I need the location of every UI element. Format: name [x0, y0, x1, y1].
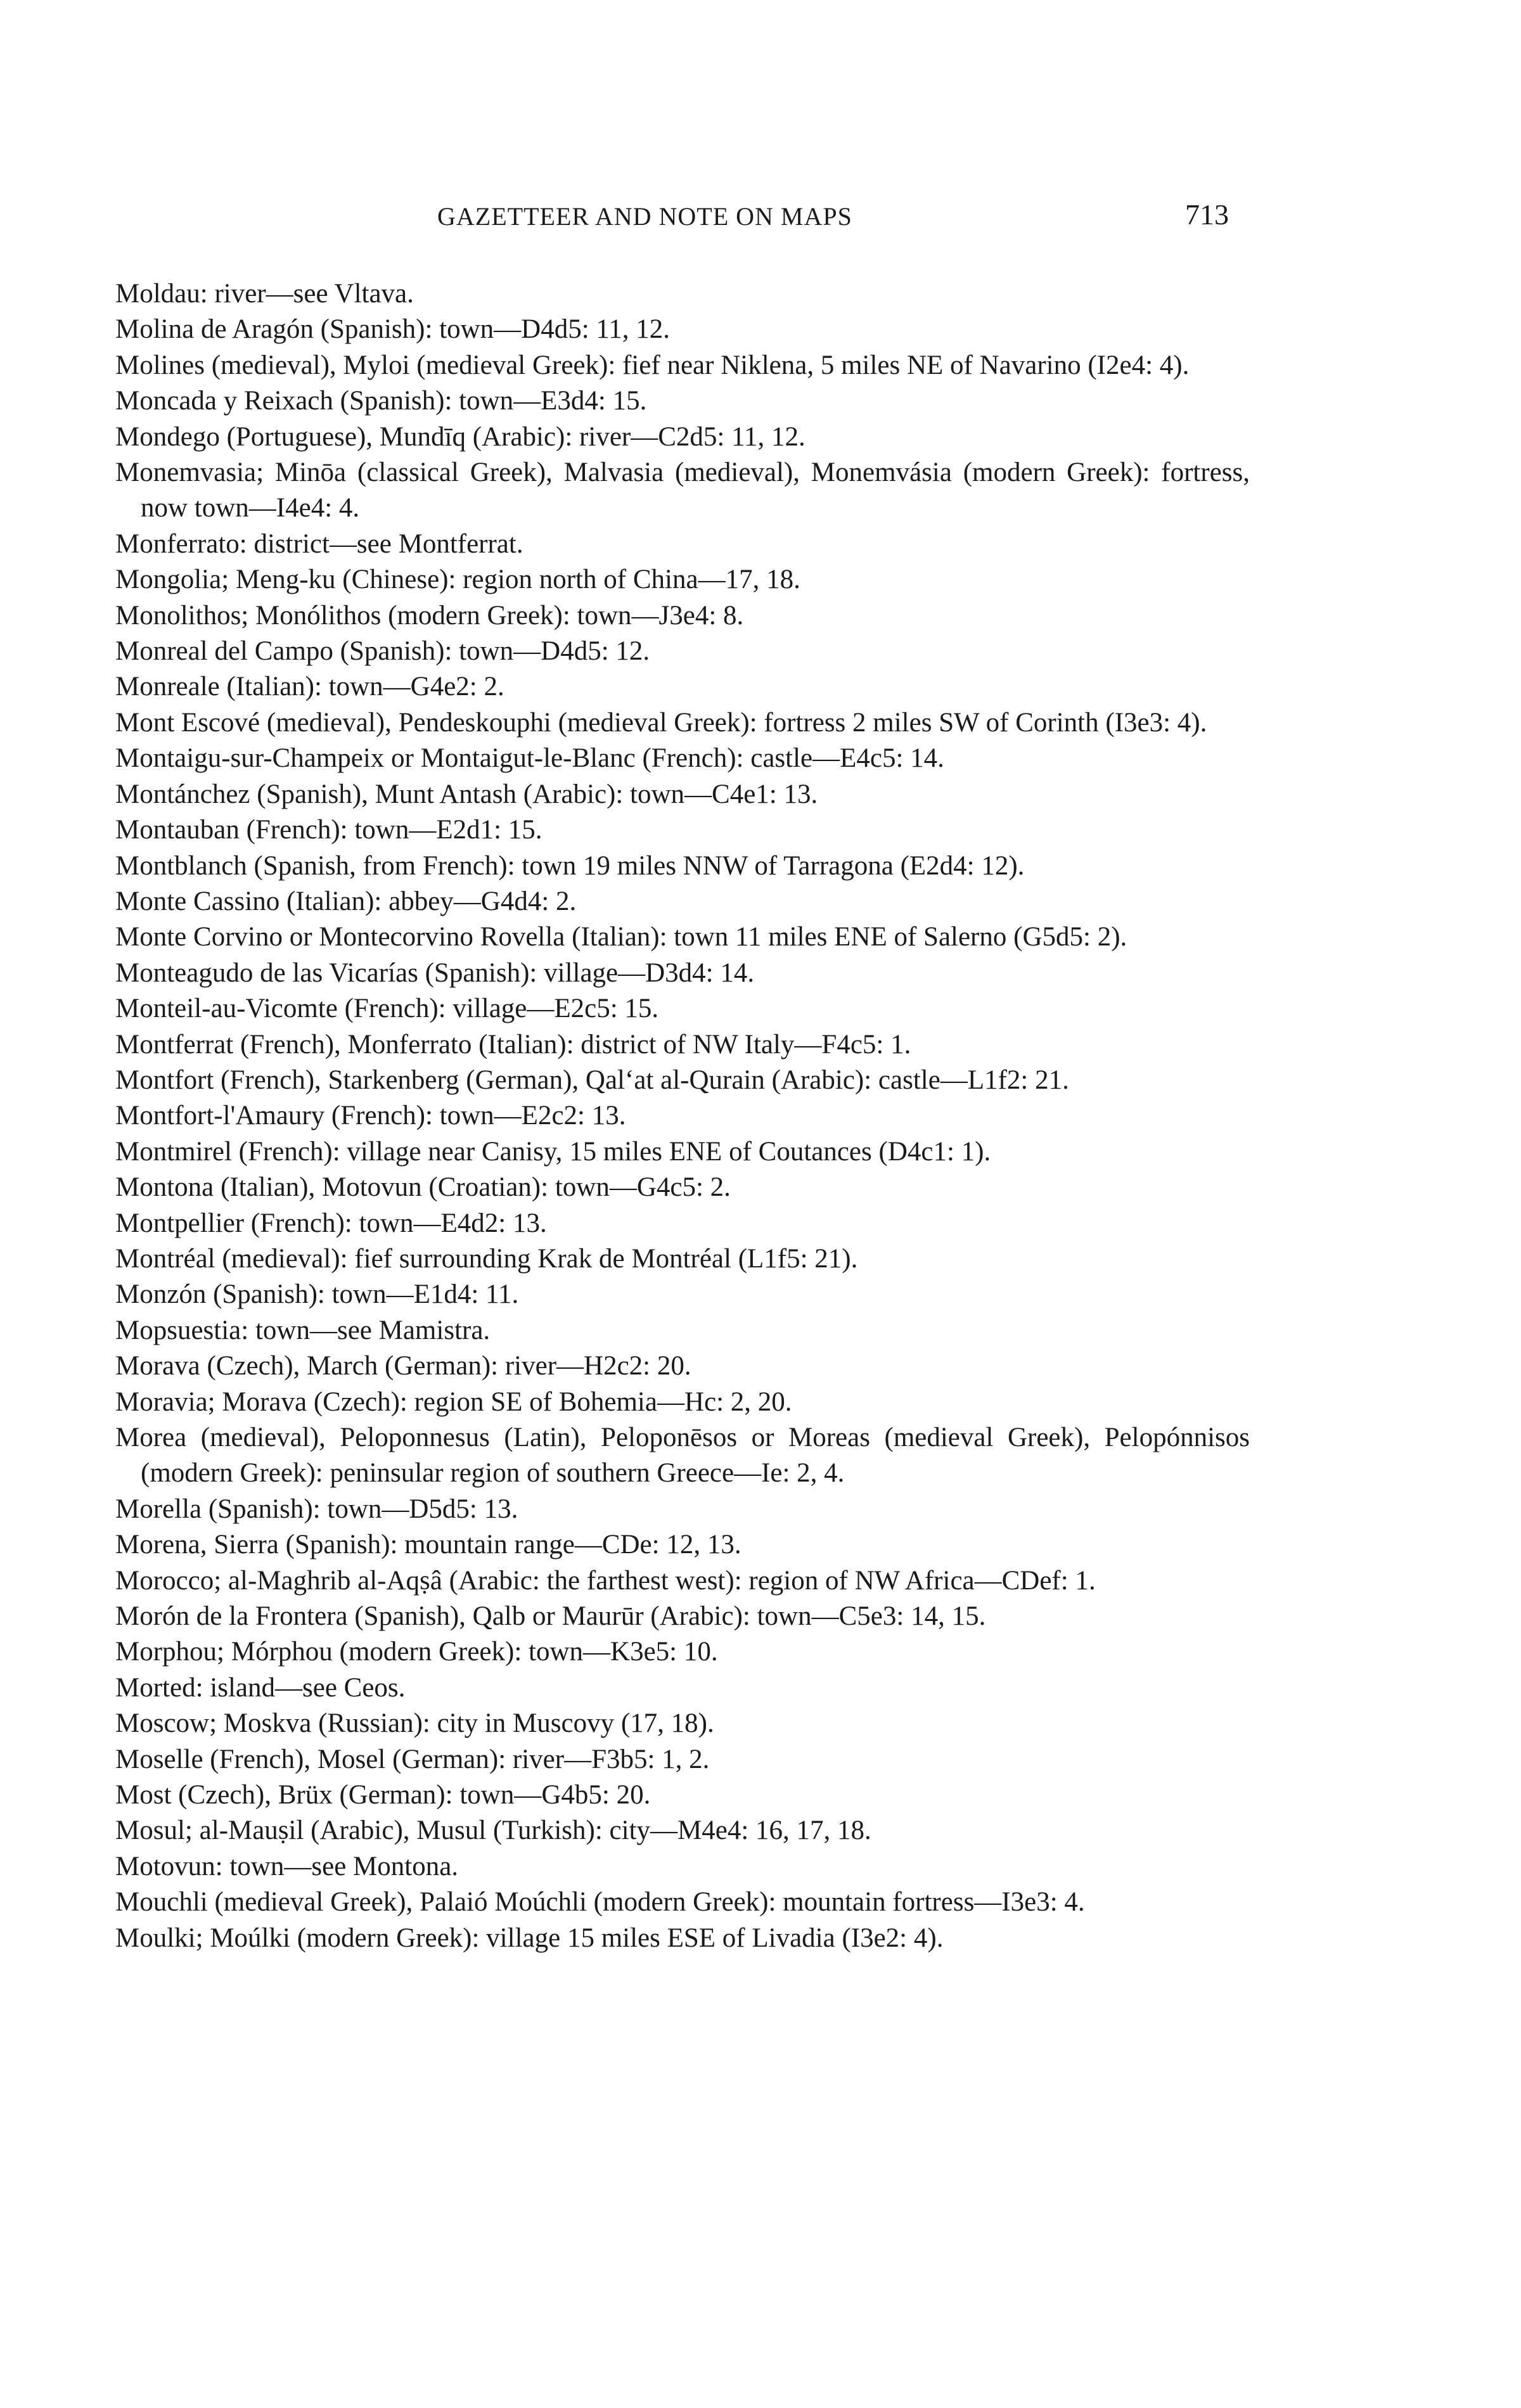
gazetteer-entry: Monteagudo de las Vicarías (Spanish): village—D3d4: 14. [115, 957, 755, 988]
gazetteer-entry: Most (Czech), Brüx (German): town—G4b5: 20. [115, 1780, 651, 1810]
gazetteer-entry: Montona (Italian), Motovun (Croatian): town—G4c5: 2. [115, 1172, 731, 1203]
gazetteer-entry: Montánchez (Spanish), Munt Antash (Arabic): town—C4e1: 13. [115, 779, 818, 809]
gazetteer-entry: Morted: island—see Ceos. [115, 1672, 406, 1703]
gazetteer-entry: Montmirel (French): village near Canisy, 15 miles ENE of Coutances (D4c1: 1). [115, 1136, 991, 1167]
gazetteer-entry: Monteil-au-Vicomte (French): village—E2c5: 15. [115, 994, 659, 1024]
page-number: 713 [1185, 198, 1229, 231]
gazetteer-entry: Mopsuestia: town—see Mamistra. [115, 1315, 491, 1345]
gazetteer-entry: Mouchli (medieval Greek), Palaió Moúchli (modern Greek): mountain fortress—I3e3: 4. [115, 1887, 1085, 1918]
gazetteer-entry: Montréal (medieval): fief surrounding Krak de Montréal (L1f5: 21). [115, 1243, 858, 1274]
running-head: GAZETTEER AND NOTE ON MAPS [437, 202, 852, 231]
gazetteer-entry: Monolithos; Monólithos (modern Greek): town—J3e4: 8. [115, 600, 744, 631]
gazetteer-entry: Motovun: town—see Montona. [115, 1851, 459, 1881]
gazetteer-entry: Monzón (Spanish): town—E1d4: 11. [115, 1279, 519, 1310]
gazetteer-entry: Moscow; Moskva (Russian): city in Muscovy (17, 18). [115, 1708, 714, 1739]
gazetteer-entry: Morella (Spanish): town—D5d5: 13. [115, 1494, 518, 1524]
gazetteer-entry: Mosul; al-Mauṣil (Arabic), Musul (Turkish): city—M4e4: 16, 17, 18. [115, 1816, 871, 1846]
gazetteer-entry: Moselle (French), Mosel (German): river—F3b5: 1, 2. [115, 1744, 710, 1774]
gazetteer-entry: Monreale (Italian): town—G4e2: 2. [115, 672, 504, 702]
gazetteer-entry: Monreal del Campo (Spanish): town—D4d5: 12. [115, 636, 650, 667]
gazetteer-entry: Morphou; Mórphou (modern Greek): town—K3e5: 10. [115, 1637, 718, 1667]
gazetteer-entry: Molines (medieval), Myloi (medieval Greek): fief near Niklena, 5 miles NE of Navarino (I2e4: 4). [115, 350, 1190, 380]
gazetteer-entry: Montauban (French): town—E2d1: 15. [115, 815, 542, 845]
gazetteer-entry: Montferrat (French), Monferrato (Italian): district of NW Italy—F4c5: 1. [115, 1029, 911, 1060]
gazetteer-entry: Montblanch (Spanish, from French): town 19 miles NNW of Tarragona (E2d4: 12). [115, 850, 1025, 881]
gazetteer-entry: Montfort-l'Amaury (French): town—E2c2: 13. [115, 1101, 626, 1131]
gazetteer-entry: Morena, Sierra (Spanish): mountain range—CDe: 12, 13. [115, 1530, 741, 1560]
gazetteer-entry: Montfort (French), Starkenberg (German), Qalʻat al-Qurain (Arabic): castle—L1f2: 21. [115, 1065, 1069, 1095]
gazetteer-entries [115, 276, 1250, 1956]
gazetteer-entry: Moravia; Morava (Czech): region SE of Bohemia—Hc: 2, 20. [115, 1387, 792, 1417]
gazetteer-entry: Moulki; Moúlki (modern Greek): village 15 miles ESE of Livadia (I3e2: 4). [115, 1923, 944, 1953]
gazetteer-entry: Mongolia; Meng-ku (Chinese): region north of China—17, 18. [115, 565, 800, 595]
gazetteer-entry: Morava (Czech), March (German): river—H2c2: 20. [115, 1351, 691, 1381]
gazetteer-entry: Montpellier (French): town—E4d2: 13. [115, 1208, 547, 1238]
gazetteer-entry: Monferrato: district—see Montferrat. [115, 528, 523, 559]
gazetteer-entry: Morea (medieval), Peloponnesus (Latin), Peloponēsos or Moreas (medieval Greek), Pelopónnisos (modern Greek): peninsular region of southern Greece—Ie: 2, 4. [115, 1423, 1250, 1489]
gazetteer-entry: Moncada y Reixach (Spanish): town—E3d4: 15. [115, 386, 647, 416]
page-header [0, 198, 1521, 240]
gazetteer-entry: Molina de Aragón (Spanish): town—D4d5: 11, 12. [115, 314, 671, 345]
gazetteer-entry: Mondego (Portuguese), Mundīq (Arabic): river—C2d5: 11, 12. [115, 421, 805, 452]
gazetteer-entry: Monemvasia; Minōa (classical Greek), Malvasia (medieval), Monemvásia (modern Greek): fortress, now town—I4e4: 4. [115, 458, 1250, 523]
gazetteer-entry: Morón de la Frontera (Spanish), Qalb or Maurūr (Arabic): town—C5e3: 14, 15. [115, 1601, 986, 1632]
gazetteer-entry: Morocco; al-Maghrib al-Aqṣâ (Arabic: the farthest west): region of NW Africa—CDef: 1. [115, 1565, 1096, 1596]
gazetteer-entry: Montaigu-sur-Champeix or Montaigut-le-Blanc (French): castle—E4c5: 14. [115, 743, 944, 774]
gazetteer-entry: Monte Cassino (Italian): abbey—G4d4: 2. [115, 886, 577, 916]
gazetteer-entry: Mont Escové (medieval), Pendeskouphi (medieval Greek): fortress 2 miles SW of Corinth (I3e3: 4). [115, 707, 1207, 738]
gazetteer-entry: Moldau: river—see Vltava. [115, 279, 414, 309]
gazetteer-entry: Monte Corvino or Montecorvino Rovella (Italian): town 11 miles ENE of Salerno (G5d5: 2). [115, 922, 1127, 952]
